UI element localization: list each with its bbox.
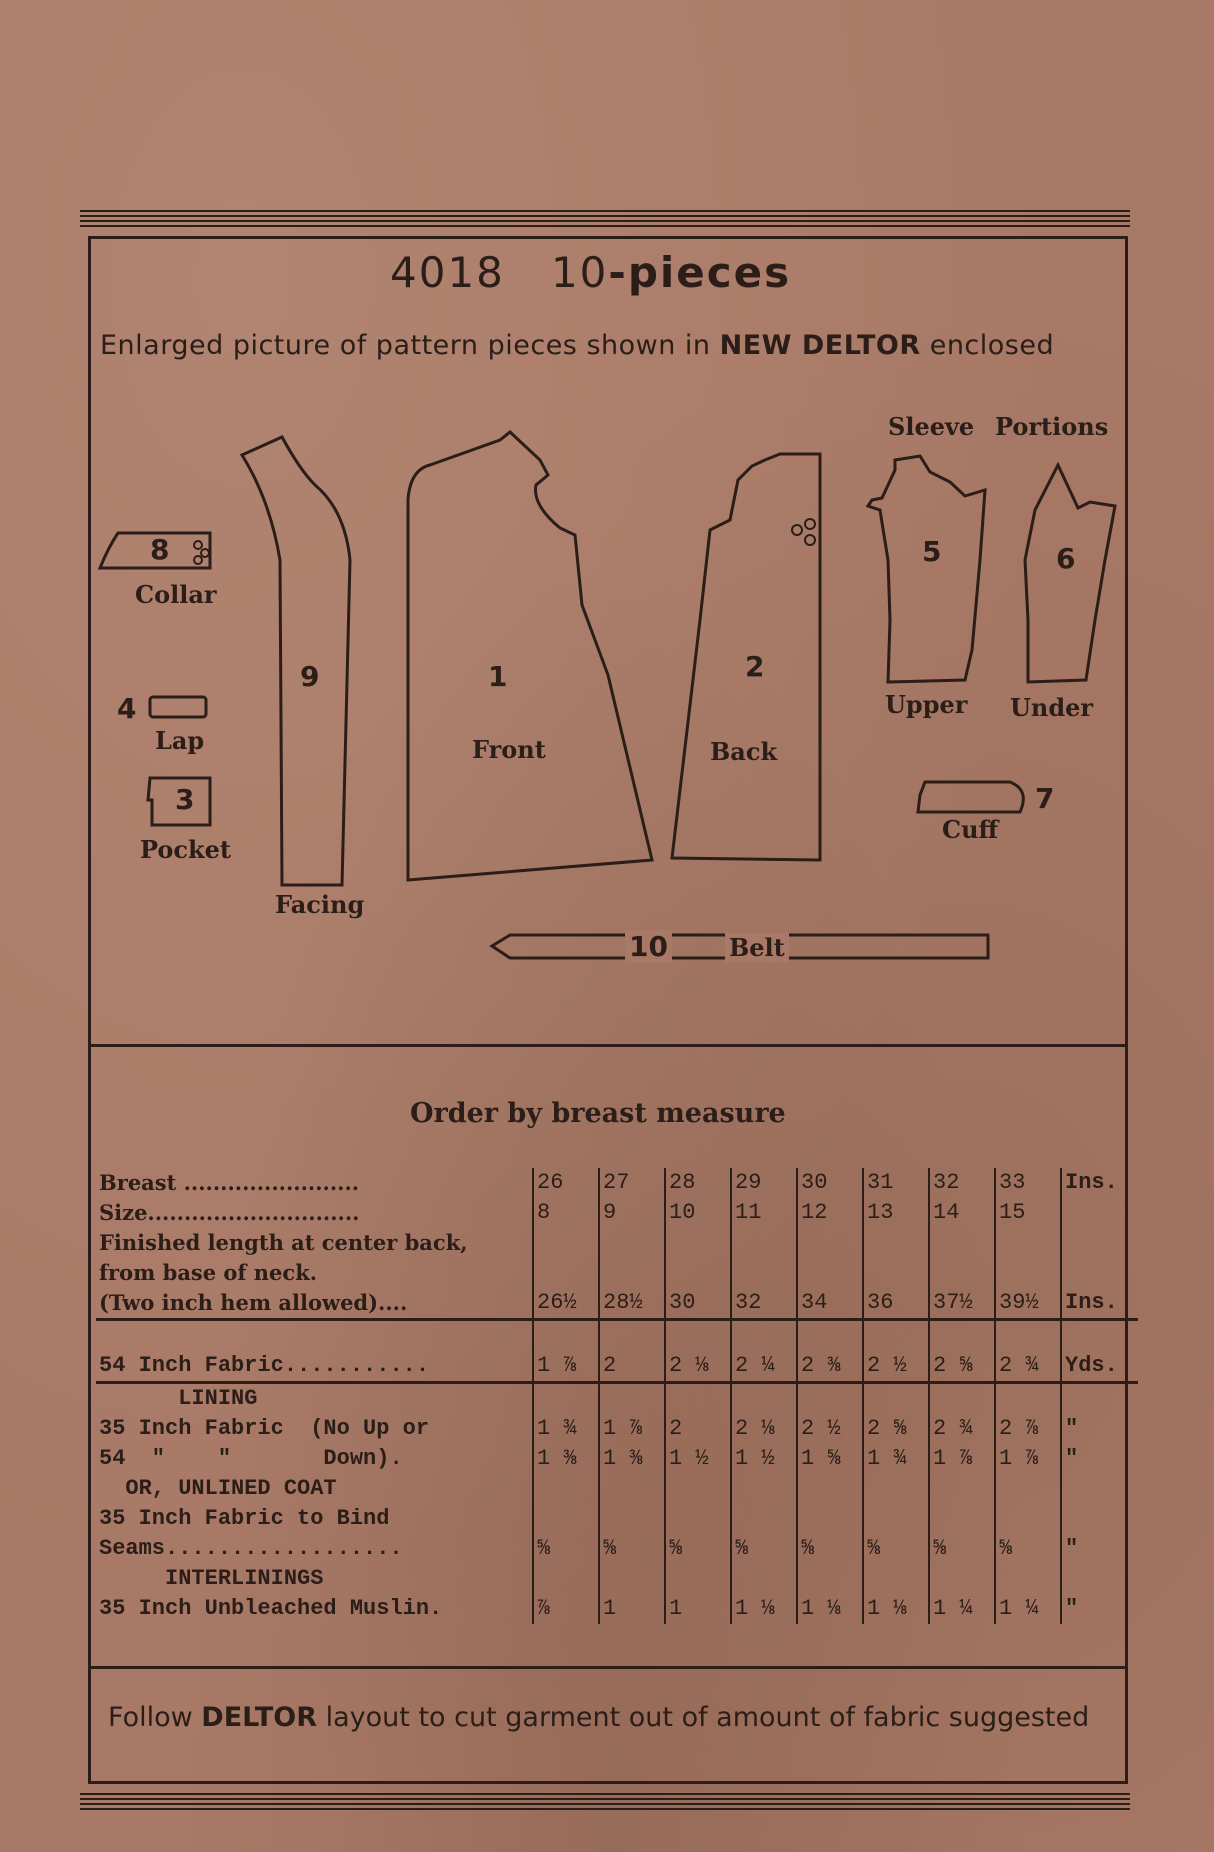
table-cell: 2 ½ <box>797 1414 863 1444</box>
facing-label: Facing <box>275 890 365 919</box>
length-heading-row-2 <box>96 1258 1138 1288</box>
fabric-54-label: 54 Inch Fabric........... <box>96 1320 533 1383</box>
table-cell: ⅝ <box>599 1534 665 1564</box>
table-cell: 8 <box>533 1198 599 1228</box>
lap-number: 4 <box>117 692 137 725</box>
footer-brand: DELTOR <box>201 1702 318 1733</box>
lining-35-label: 35 Inch Fabric (No Up or <box>99 1416 430 1441</box>
length-label-1: Finished length at center back, <box>99 1230 468 1255</box>
table-cell: 2 <box>665 1414 731 1444</box>
table-cell: 1 ⅝ <box>797 1444 863 1474</box>
piece-count: 10 <box>550 248 609 297</box>
table-cell: 1 ½ <box>665 1444 731 1474</box>
lap-label: Lap <box>155 726 205 755</box>
back-number: 2 <box>745 650 765 683</box>
unit-cell: " <box>1061 1534 1138 1564</box>
footer-divider <box>88 1666 1128 1669</box>
table-cell: 2 ⅛ <box>665 1320 731 1383</box>
lining-35-row <box>96 1414 1138 1444</box>
bottom-rules <box>80 1793 1130 1813</box>
bind-label: Seams.................. <box>99 1536 403 1561</box>
bind-row <box>96 1534 1138 1564</box>
table-cell: 33 <box>995 1168 1061 1198</box>
table-cell: ⅞ <box>533 1594 599 1624</box>
table-cell: 31 <box>863 1168 929 1198</box>
cuff-number: 7 <box>1035 782 1055 815</box>
table-cell: 32 <box>929 1168 995 1198</box>
table-cell: 13 <box>863 1198 929 1228</box>
lining-54-row <box>96 1444 1138 1474</box>
table-cell: 14 <box>929 1198 995 1228</box>
facing-outline <box>242 437 350 885</box>
table-cell: 1 ⅜ <box>533 1444 599 1474</box>
collar-dots-icon <box>194 541 202 549</box>
length-label: (Two inch hem allowed).... <box>99 1290 408 1315</box>
pocket-number: 3 <box>175 783 195 816</box>
breast-row <box>96 1168 1138 1198</box>
table-cell: 15 <box>995 1198 1061 1228</box>
table-cell: 10 <box>665 1198 731 1228</box>
facing-number: 9 <box>300 660 320 693</box>
portions-heading: Portions <box>995 412 1109 441</box>
table-cell: 2 ⅝ <box>863 1414 929 1444</box>
section-divider <box>88 1044 1128 1047</box>
table-cell: 2 ⅞ <box>995 1414 1061 1444</box>
under-number: 6 <box>1056 542 1076 575</box>
table-cell: 30 <box>665 1288 731 1320</box>
table-cell: 1 ½ <box>731 1444 797 1474</box>
pattern-number: 4018 <box>390 248 505 297</box>
lining-heading-row <box>96 1383 1138 1415</box>
table-cell: 30 <box>797 1168 863 1198</box>
table-cell: 37½ <box>929 1288 995 1320</box>
sleeve-upper-outline <box>868 456 985 682</box>
table-cell: 32 <box>731 1288 797 1320</box>
yardage-table <box>96 1168 1138 1624</box>
upper-label: Upper <box>885 690 968 719</box>
upper-number: 5 <box>922 535 942 568</box>
muslin-label: 35 Inch Unbleached Muslin. <box>99 1596 443 1621</box>
table-cell: 1 ⅞ <box>599 1414 665 1444</box>
table-cell: 12 <box>797 1198 863 1228</box>
bind-label-1: 35 Inch Fabric to Bind <box>99 1506 390 1531</box>
subtitle-pre: Enlarged picture of pattern pieces shown in <box>100 330 720 361</box>
collar-label: Collar <box>135 580 217 609</box>
under-label: Under <box>1010 693 1094 722</box>
table-cell: ⅝ <box>731 1534 797 1564</box>
subtitle-brand: NEW DELTOR <box>719 330 921 361</box>
back-dots-icon <box>792 525 802 535</box>
order-heading: Order by breast measure <box>410 1098 786 1129</box>
table-cell: 9 <box>599 1198 665 1228</box>
table-cell: 28 <box>665 1168 731 1198</box>
table-cell: 1 ¾ <box>533 1414 599 1444</box>
unit-cell: Ins. <box>1061 1288 1138 1320</box>
table-cell: 11 <box>731 1198 797 1228</box>
unit-cell: Ins. <box>1061 1168 1138 1198</box>
back-label: Back <box>710 737 778 766</box>
table-cell: 26 <box>533 1168 599 1198</box>
table-cell: 39½ <box>995 1288 1061 1320</box>
table-cell: 1 <box>599 1594 665 1624</box>
table-cell: 1 ⅞ <box>929 1444 995 1474</box>
table-cell: 1 ¼ <box>929 1594 995 1624</box>
belt-label: Belt <box>725 933 789 962</box>
subtitle-post: enclosed <box>920 330 1055 361</box>
lap-outline <box>150 697 206 717</box>
table-cell: 1 ⅞ <box>995 1444 1061 1474</box>
length-heading-row-1 <box>96 1228 1138 1258</box>
length-row <box>96 1288 1138 1320</box>
unlined-heading: OR, UNLINED COAT <box>99 1476 337 1501</box>
fabric-54-row <box>96 1320 1138 1383</box>
pocket-label: Pocket <box>140 835 232 864</box>
table-cell: 29 <box>731 1168 797 1198</box>
table-cell: 1 ⅞ <box>533 1320 599 1383</box>
belt-number: 10 <box>625 930 672 963</box>
unit-cell: Yds. <box>1061 1320 1138 1383</box>
table-cell: ⅝ <box>863 1534 929 1564</box>
unlined-heading-row <box>96 1474 1138 1504</box>
interlining-heading: INTERLININGS <box>99 1566 324 1591</box>
front-number: 1 <box>488 660 508 693</box>
table-cell: 2 ⅝ <box>929 1320 995 1383</box>
table-cell: ⅝ <box>929 1534 995 1564</box>
size-label: Size............................. <box>99 1200 360 1225</box>
front-outline <box>408 432 652 880</box>
table-cell: ⅝ <box>797 1534 863 1564</box>
table-cell: 1 ¾ <box>863 1444 929 1474</box>
table-cell: 34 <box>797 1288 863 1320</box>
table-cell: 1 <box>665 1594 731 1624</box>
breast-label: Breast ........................ <box>99 1170 360 1195</box>
table-cell: 2 ¾ <box>995 1320 1061 1383</box>
table-cell: 36 <box>863 1288 929 1320</box>
cuff-outline <box>918 782 1023 812</box>
unit-cell: " <box>1061 1414 1138 1444</box>
unit-cell: " <box>1061 1594 1138 1624</box>
cuff-label: Cuff <box>942 815 999 844</box>
table-cell: 2 ⅜ <box>797 1320 863 1383</box>
bind-label-row <box>96 1504 1138 1534</box>
table-cell: 2 ¾ <box>929 1414 995 1444</box>
footer-note <box>108 1702 1089 1733</box>
footer-post: layout to cut garment out of amount of fabric suggested <box>317 1702 1090 1733</box>
table-cell: ⅝ <box>995 1534 1061 1564</box>
table-cell: 26½ <box>533 1288 599 1320</box>
pieces-word: -pieces <box>608 248 792 297</box>
sleeve-heading: Sleeve <box>888 412 975 441</box>
table-cell: 1 ¼ <box>995 1594 1061 1624</box>
interlining-heading-row <box>96 1564 1138 1594</box>
table-cell: 1 ⅛ <box>731 1594 797 1624</box>
unit-cell: " <box>1061 1444 1138 1474</box>
table-cell: ⅝ <box>665 1534 731 1564</box>
lining-54-label: 54 " " Down). <box>99 1446 403 1471</box>
front-label: Front <box>472 735 546 764</box>
table-cell: 1 ⅛ <box>863 1594 929 1624</box>
table-cell: ⅝ <box>533 1534 599 1564</box>
collar-number: 8 <box>150 533 170 566</box>
muslin-row <box>96 1594 1138 1624</box>
lining-heading: LINING <box>96 1383 533 1415</box>
table-cell: 2 ½ <box>863 1320 929 1383</box>
table-cell: 27 <box>599 1168 665 1198</box>
footer-pre: Follow <box>108 1702 202 1733</box>
table-cell: 28½ <box>599 1288 665 1320</box>
table-cell: 2 ¼ <box>731 1320 797 1383</box>
unit-cell <box>1061 1198 1138 1228</box>
length-label-2: from base of neck. <box>99 1260 318 1285</box>
table-cell: 2 <box>599 1320 665 1383</box>
table-cell: 1 ⅛ <box>797 1594 863 1624</box>
table-cell: 2 ⅛ <box>731 1414 797 1444</box>
table-cell: 1 ⅜ <box>599 1444 665 1474</box>
size-row <box>96 1198 1138 1228</box>
